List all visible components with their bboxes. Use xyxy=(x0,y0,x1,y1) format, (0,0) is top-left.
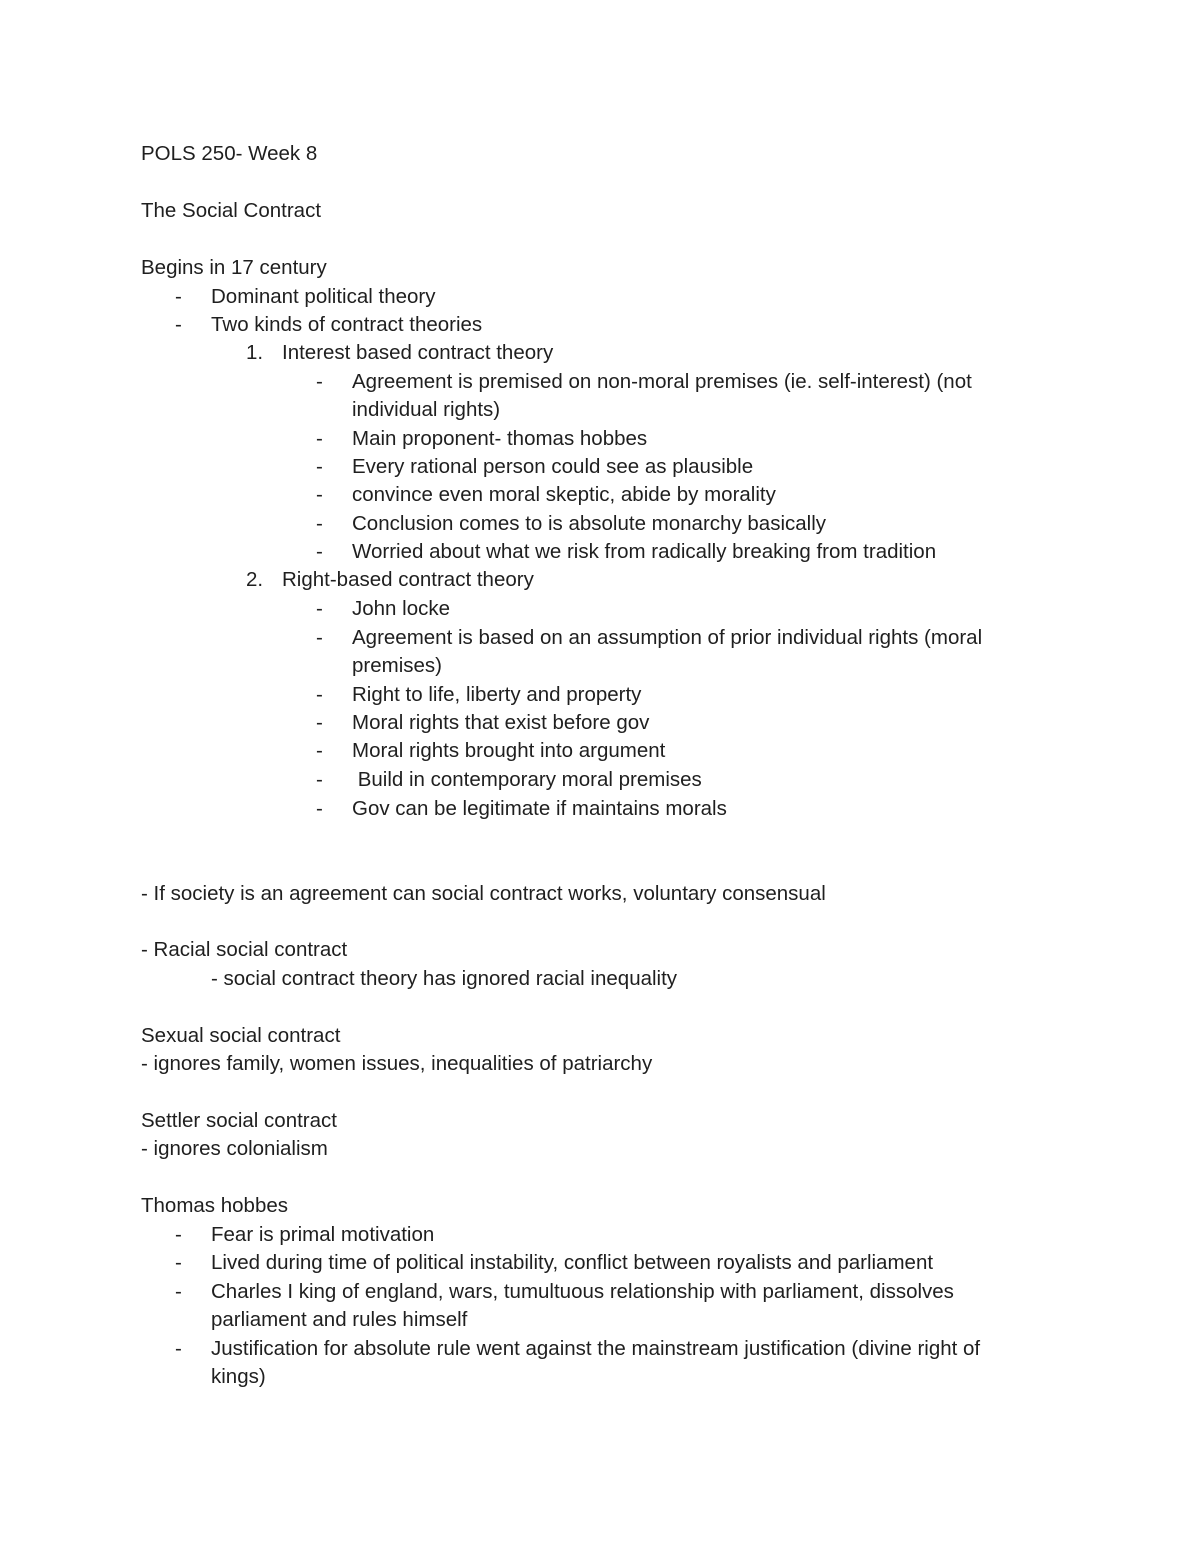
theory-label: Right-based contract theory xyxy=(282,568,534,591)
dash-bullet: - xyxy=(175,285,182,308)
dash-bullet: - xyxy=(316,483,323,506)
hobbes-heading: Thomas hobbes xyxy=(141,1194,289,1217)
dash-bullet: - xyxy=(175,1223,182,1246)
point-text: convince even moral skeptic, abide by morality xyxy=(352,483,776,506)
list-item-text: Fear is primal motivation xyxy=(211,1223,435,1246)
settler-contract-note: - ignores colonialism xyxy=(141,1137,328,1160)
point-text: Conclusion comes to is absolute monarchy basically xyxy=(352,512,827,535)
sexual-contract-note: - ignores family, women issues, inequalities of patriarchy xyxy=(141,1052,653,1075)
dash-bullet: - xyxy=(316,597,323,620)
sexual-contract-heading: Sexual social contract xyxy=(141,1024,341,1047)
list-item-text: Two kinds of contract theories xyxy=(211,313,483,336)
dash-bullet: - xyxy=(316,739,323,762)
point-text: Moral rights brought into argument xyxy=(352,739,666,762)
point-text: Gov can be legitimate if maintains morals xyxy=(352,797,727,820)
point-text: John locke xyxy=(352,597,451,620)
list-number: 1. xyxy=(246,341,264,364)
dash-bullet: - xyxy=(316,683,323,706)
dash-bullet: - xyxy=(316,540,323,563)
point-text: Right to life, liberty and property xyxy=(352,683,642,706)
point-text-continued: individual rights) xyxy=(352,398,501,421)
dash-bullet: - xyxy=(175,1337,182,1360)
dash-bullet: - xyxy=(175,1280,182,1303)
racial-contract-heading: - Racial social contract xyxy=(141,938,348,961)
list-item-text-continued: kings) xyxy=(211,1365,266,1388)
list-number: 2. xyxy=(246,568,264,591)
list-item-text: Justification for absolute rule went against the mainstream justification (divine right of xyxy=(211,1337,981,1360)
doc-title: POLS 250- Week 8 xyxy=(141,142,318,165)
point-text-continued: premises) xyxy=(352,654,442,677)
dash-bullet: - xyxy=(316,768,323,791)
theory-label: Interest based contract theory xyxy=(282,341,554,364)
list-item-text: Charles I king of england, wars, tumultuous relationship with parliament, dissolves xyxy=(211,1280,954,1303)
dash-bullet: - xyxy=(316,711,323,734)
dash-bullet: - xyxy=(316,427,323,450)
dash-bullet: - xyxy=(316,797,323,820)
dash-bullet: - xyxy=(175,1251,182,1274)
society-agreement-line: - If society is an agreement can social contract works, voluntary consensual xyxy=(141,882,826,905)
dash-bullet: - xyxy=(316,455,323,478)
begins-heading: Begins in 17 century xyxy=(141,256,327,279)
settler-contract-heading: Settler social contract xyxy=(141,1109,337,1132)
point-text: Agreement is based on an assumption of prior individual rights (moral xyxy=(352,626,983,649)
point-text: Worried about what we risk from radically breaking from tradition xyxy=(352,540,937,563)
topic-heading: The Social Contract xyxy=(141,199,322,222)
dash-bullet: - xyxy=(316,626,323,649)
racial-contract-note: - social contract theory has ignored racial inequality xyxy=(211,967,678,990)
list-item-text-continued: parliament and rules himself xyxy=(211,1308,468,1331)
dash-bullet: - xyxy=(175,313,182,336)
point-text: Main proponent- thomas hobbes xyxy=(352,427,648,450)
dash-bullet: - xyxy=(316,370,323,393)
point-text: Agreement is premised on non-moral premises (ie. self-interest) (not xyxy=(352,370,972,393)
list-item-text: Dominant political theory xyxy=(211,285,436,308)
list-item-text: Lived during time of political instability, conflict between royalists and parliament xyxy=(211,1251,934,1274)
point-text: Moral rights that exist before gov xyxy=(352,711,650,734)
dash-bullet: - xyxy=(316,512,323,535)
point-text: Build in contemporary moral premises xyxy=(352,768,702,791)
point-text: Every rational person could see as plausible xyxy=(352,455,754,478)
